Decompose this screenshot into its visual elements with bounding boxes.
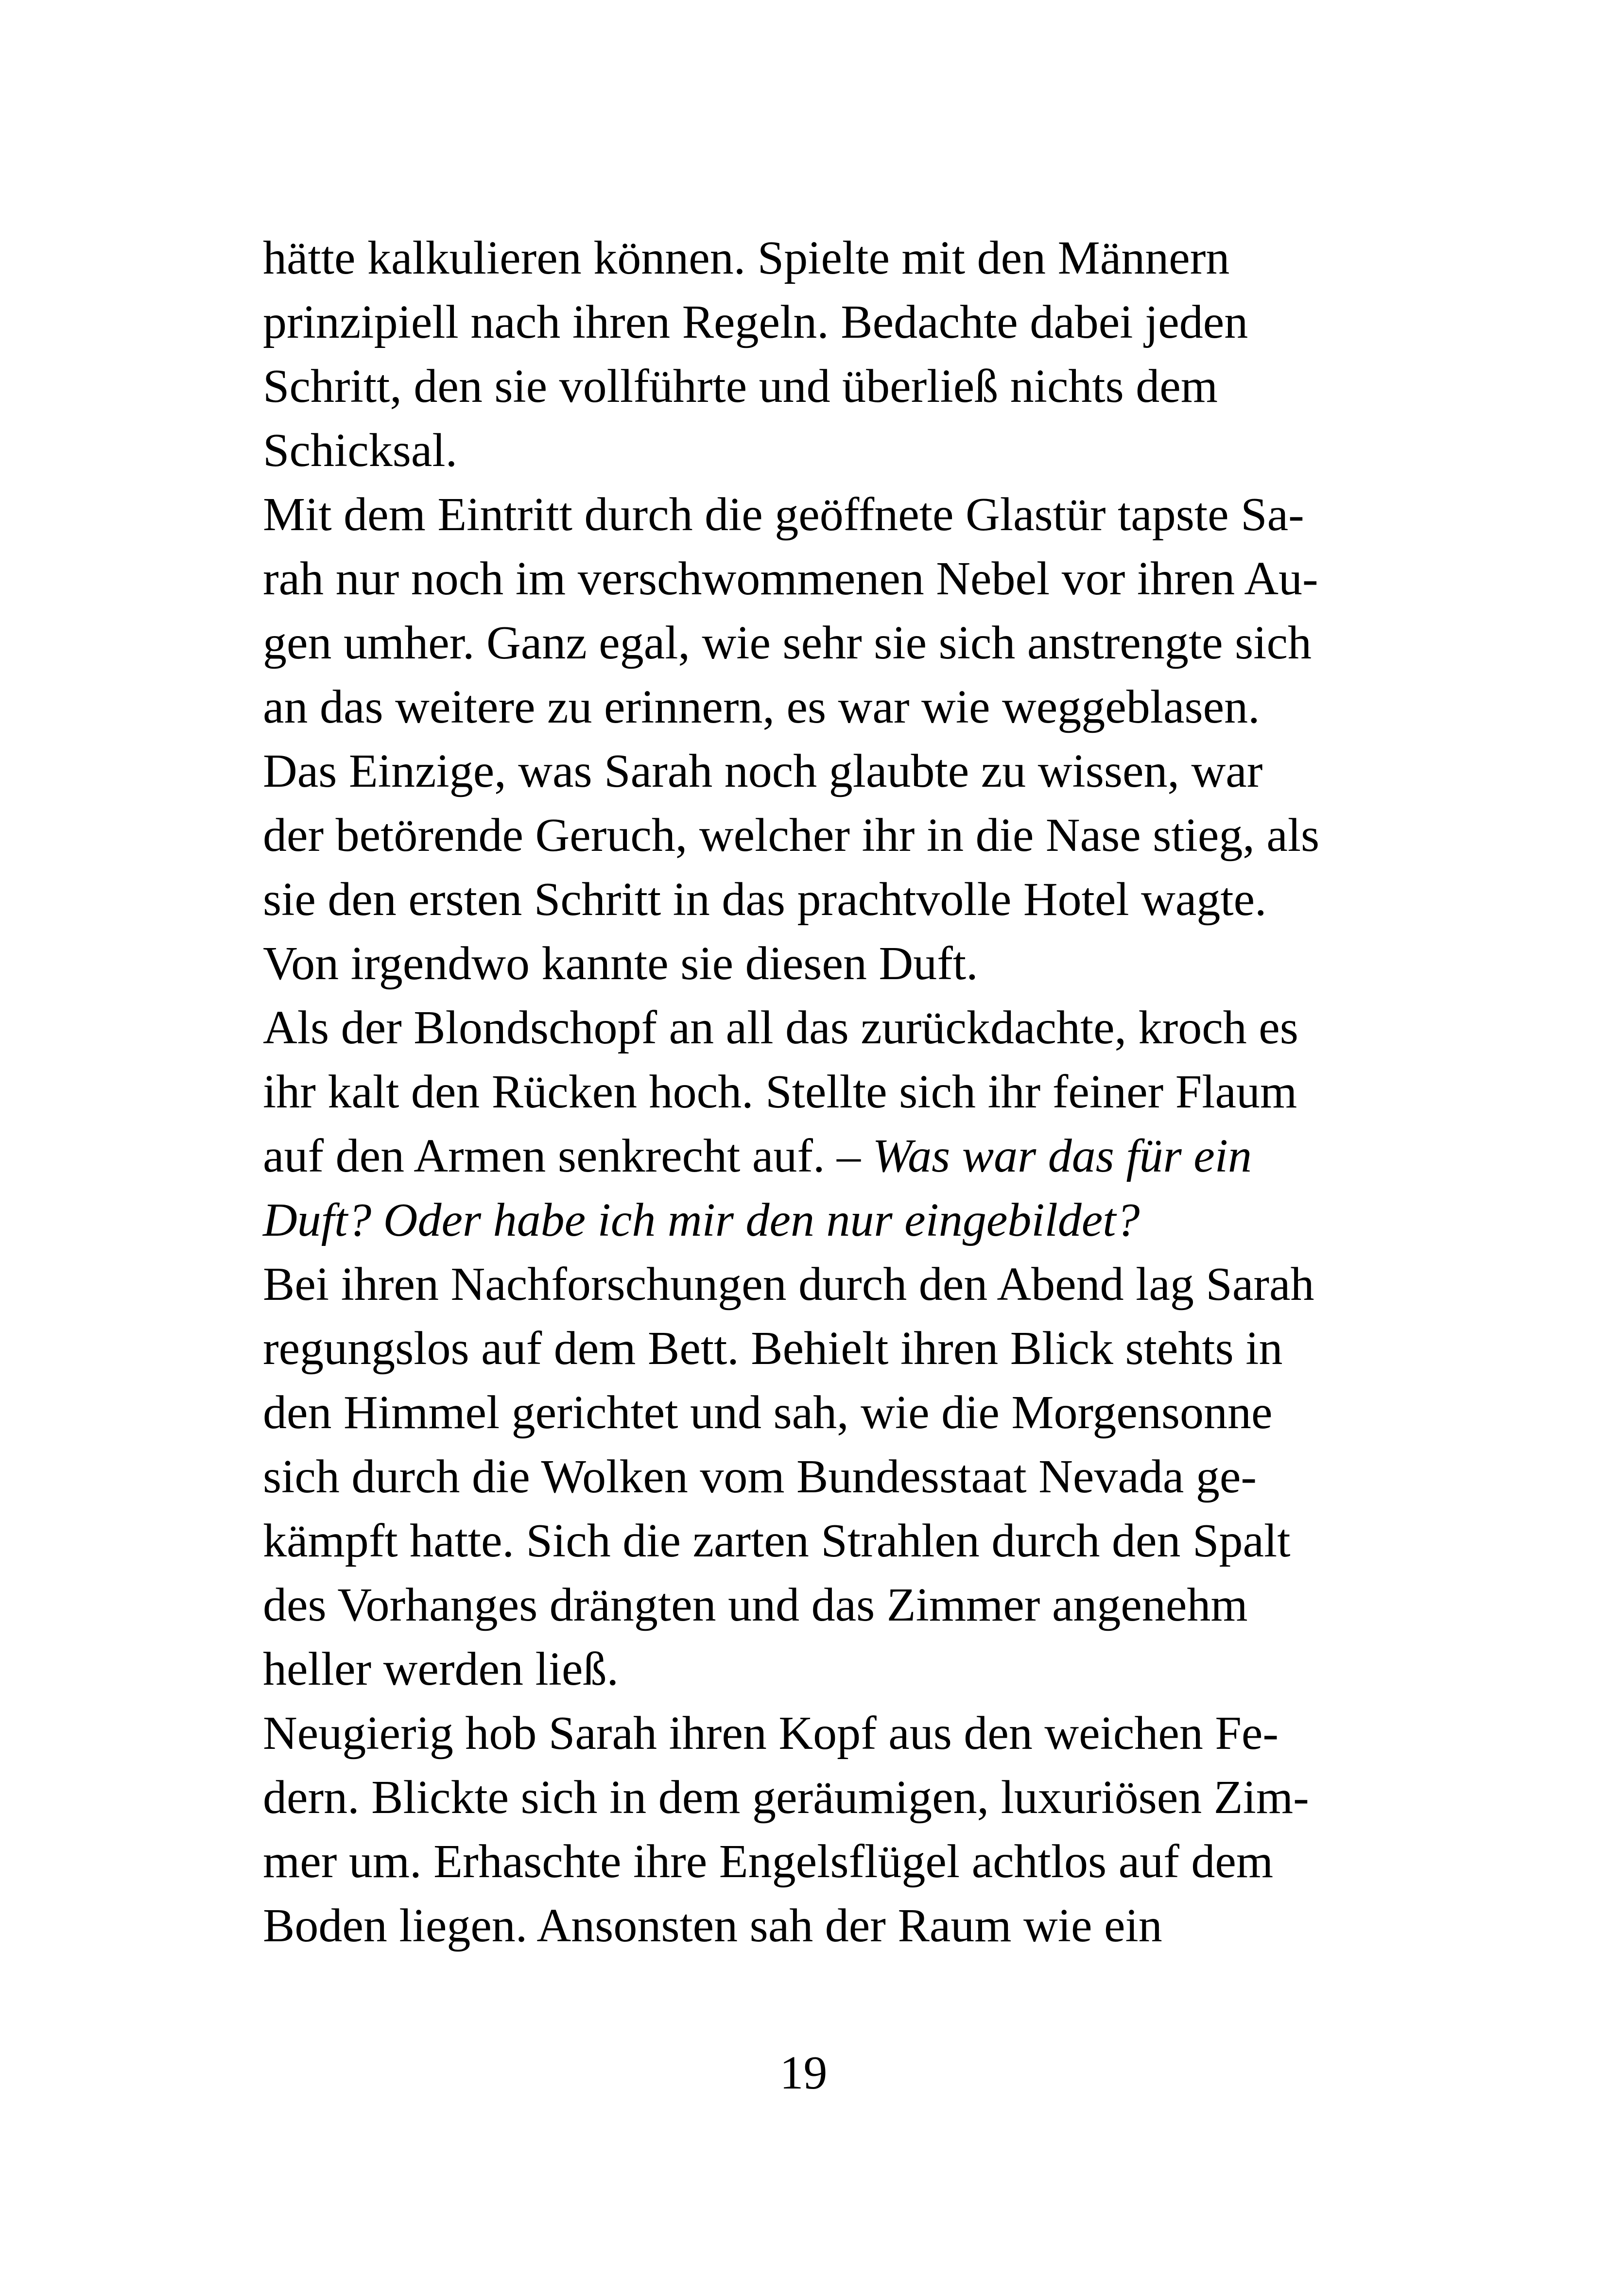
text-line-italic (263, 1188, 1351, 1252)
text-line: Von irgendwo kannte sie diesen Duft. (263, 937, 978, 990)
text-line: dern. Blickte sich in dem geräumigen, luxuriösen Zim- (263, 1771, 1309, 1824)
text-line: gen umher. Ganz egal, wie sehr sie sich anstrengte sich (263, 617, 1312, 669)
text-line: heller werden ließ. (263, 1643, 619, 1695)
text-line-mixed (263, 1124, 1351, 1188)
text-line: Das Einzige, was Sarah noch glaubte zu wissen, war (263, 745, 1263, 797)
text-line: kämpft hatte. Sich die zarten Strahlen durch den Spalt (263, 1515, 1291, 1567)
text-line: der betörende Geruch, welcher ihr in die Nase stieg, als (263, 809, 1320, 862)
text-line: ihr kalt den Rücken hoch. Stellte sich ihr feiner Flaum (263, 1066, 1297, 1118)
text-line: Mit dem Eintritt durch die geöffnete Glastür tapste Sa- (263, 488, 1304, 541)
text-line: mer um. Erhaschte ihre Engelsflügel achtlos auf dem (263, 1835, 1274, 1888)
text-line-roman-part: auf den Armen senkrecht auf. – (263, 1130, 873, 1182)
text-line: rah nur noch im verschwommenen Nebel vor ihren Au- (263, 552, 1318, 605)
text-line: Bei ihren Nachforschungen durch den Abend lag Sarah (263, 1258, 1314, 1311)
text-line: an das weitere zu erinnern, es war wie weggeblasen. (263, 681, 1260, 733)
text-line-italic-part: Was war das für ein (872, 1130, 1252, 1182)
text-line: des Vorhanges drängten und das Zimmer angenehm (263, 1579, 1248, 1631)
text-line: Als der Blondschopf an all das zurückdachte, kroch es (263, 1001, 1298, 1054)
text-line: sich durch die Wolken vom Bundesstaat Nevada ge- (263, 1450, 1257, 1503)
text-line: Neugierig hob Sarah ihren Kopf aus den weichen Fe- (263, 1707, 1279, 1760)
text-line: hätte kalkulieren können. Spielte mit den Männern (263, 232, 1230, 284)
text-line: den Himmel gerichtet und sah, wie die Morgensonne (263, 1386, 1273, 1439)
text-line: Boden liegen. Ansonsten sah der Raum wie ein (263, 1899, 1162, 1952)
page-number: 19 (779, 2047, 828, 2099)
italic-thought: Duft? Oder habe ich mir den nur eingebildet? (263, 1194, 1140, 1246)
text-line: Schritt, den sie vollführte und überließ nichts dem (263, 360, 1218, 413)
text-line: prinzipiell nach ihren Regeln. Bedachte dabei jeden (263, 296, 1248, 348)
text-line: sie den ersten Schritt in das prachtvolle Hotel wagte. (263, 873, 1267, 926)
body-text (263, 226, 1351, 1958)
text-line: Schicksal. (263, 424, 458, 477)
text-line: regungslos auf dem Bett. Behielt ihren Blick stehts in (263, 1322, 1283, 1375)
